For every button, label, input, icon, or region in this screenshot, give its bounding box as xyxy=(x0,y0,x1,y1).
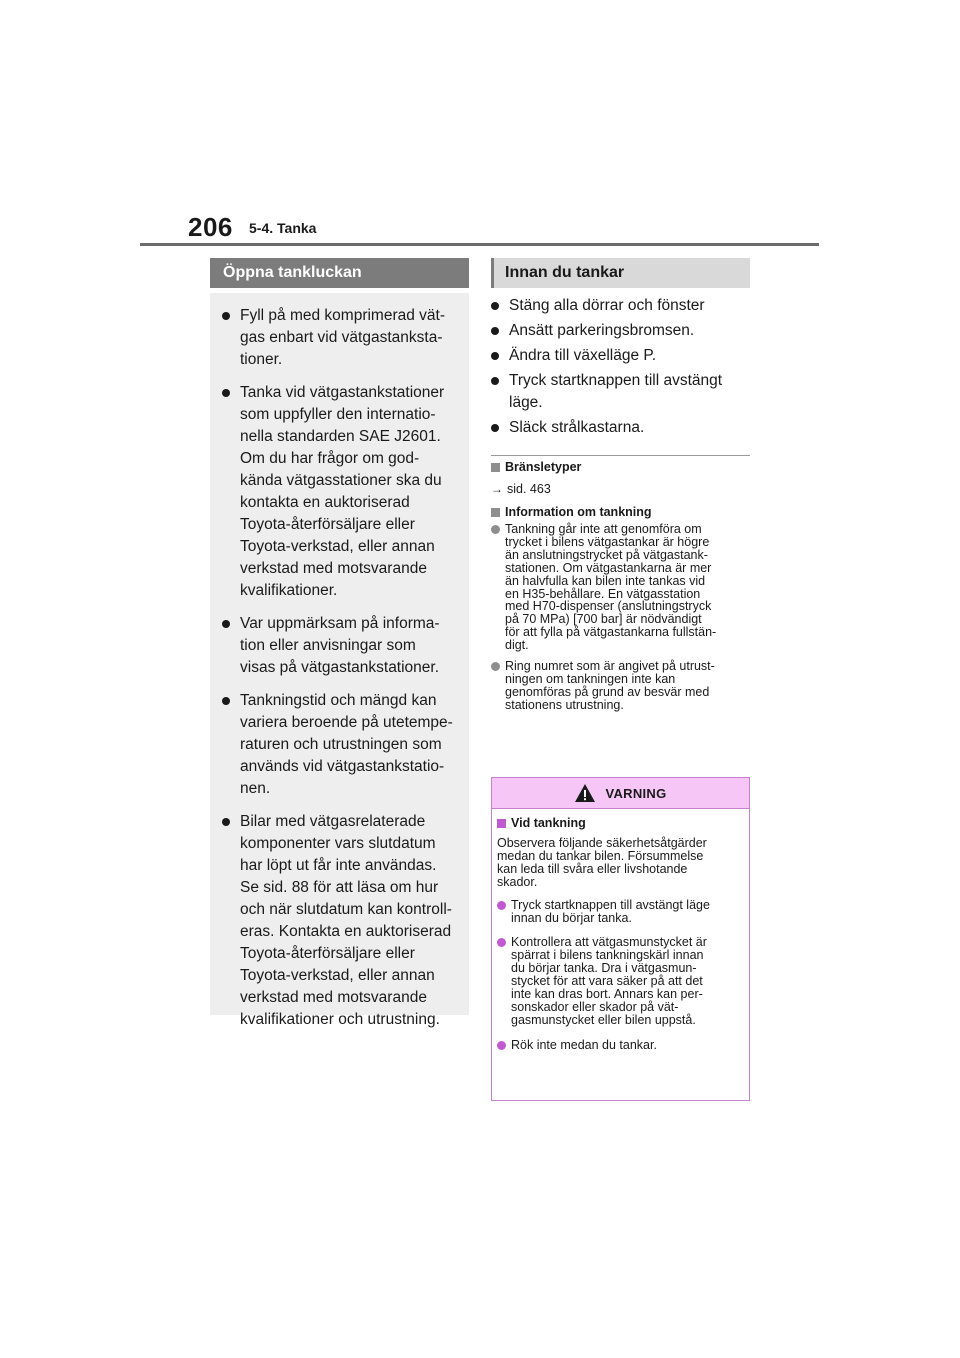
bullet-item xyxy=(222,382,459,602)
bullet-dot-icon xyxy=(491,377,499,385)
circle-marker-icon xyxy=(497,938,506,947)
header-rule xyxy=(140,243,819,246)
circle-marker-icon xyxy=(497,901,506,910)
bullet-item xyxy=(222,613,459,679)
note-text: Tryck startknappen till avstängt läge innan du börjar tanka. xyxy=(511,897,710,925)
fuel-types-reference xyxy=(491,481,751,497)
bullet-dot-icon xyxy=(222,818,230,826)
bullet-text: Tankningstid och mängd kan variera beroende på utetempe- raturen och utrustningen som används vid vätgastankstatio- nen. xyxy=(240,692,453,797)
note-item xyxy=(491,660,751,712)
bullet-dot-icon xyxy=(491,352,499,360)
bullet-dot-icon xyxy=(222,389,230,397)
bullet-dot-icon xyxy=(222,312,230,320)
note-item xyxy=(497,1039,743,1052)
bullet-text: Ändra till växelläge P. xyxy=(509,347,657,364)
bullet-item xyxy=(222,305,459,371)
note-item xyxy=(497,936,743,1026)
notes-section xyxy=(491,459,751,720)
right-bullet-list xyxy=(491,295,750,442)
section-title: 5-4. Tanka xyxy=(249,220,317,236)
warning-triangle-icon xyxy=(574,783,596,803)
note-text: Tankning går inte att genomföra om trycket i bilens vätgastankar är högre än anslutningstrycket på vätgastank- stationen. Om vätgastankarna är mer än halvfulla kan bilen inte tankas vid en H35-behållare. En vätgasstation med H70-dispenser (anslutningstryck på 70 MPa) [700 bar] är nödvändigt för att fylla på vätgastankarna fullstän- digt. xyxy=(505,522,717,653)
left-section-header: Öppna tankluckan xyxy=(210,258,469,288)
note-text: Kontrollera att vätgasmunstycket är spärrat i bilens tankningskärl innan du börjar tanka. Dra i vätgasmun- stycket för att vara säker på att det inte kan dras bort. Annars kan per- sonskador eller skador på vät- gasmunstycket eller bilen uppstå. xyxy=(511,935,707,1027)
left-section-box xyxy=(210,293,469,1028)
warning-title: VARNING xyxy=(605,785,667,801)
bullet-dot-icon xyxy=(222,697,230,705)
bullet-item xyxy=(491,320,750,342)
bullet-text: Bilar med vätgasrelaterade komponenter vars slutdatum har löpt ut får inte användas. Se sid. 88 för att läsa om hur och när slutdatum kan kontroll- eras. Kontakta en auktoriserad Toyota-återförsäljare eller Toyota-verkstad, eller annan verkstad med motsvarande kvalifikationer och utrustning. xyxy=(240,813,452,1028)
bullet-item xyxy=(222,690,459,800)
bullet-text: Stäng alla dörrar och fönster xyxy=(509,297,705,314)
warning-description: Observera följande säkerhetsåtgärder medan du tankar bilen. Försummelse kan leda till svåra eller livshotande skador. xyxy=(497,836,707,889)
bullet-dot-icon xyxy=(491,424,499,432)
bullet-dot-icon xyxy=(491,302,499,310)
arrow-right-icon: → xyxy=(491,482,503,496)
bullet-item xyxy=(491,345,750,367)
bullet-text: Tanka vid vätgastankstationer som uppfyller den internatio- nella standarden SAE J2601. Om du har frågor om god- kända vätgasstationer ska du kontakta en auktoriserad Toyota-återförsäljare eller Toyota-verkstad, eller annan verkstad med motsvarande kvalifikationer. xyxy=(240,384,445,599)
note-text: Rök inte medan du tankar. xyxy=(511,1037,657,1052)
page-number: 206 xyxy=(188,212,233,242)
divider xyxy=(491,455,750,456)
bullet-item xyxy=(222,811,459,1031)
bullet-dot-icon xyxy=(222,620,230,628)
warning-items xyxy=(497,899,743,1052)
warning-body xyxy=(492,809,749,1052)
square-marker-icon xyxy=(491,463,500,472)
circle-marker-icon xyxy=(491,662,500,671)
bullet-text: Fyll på med komprimerad vät- gas enbart vid vätgastanksta- tioner. xyxy=(240,307,446,368)
info-items xyxy=(491,523,751,712)
square-marker-icon xyxy=(497,819,506,828)
note-item xyxy=(497,899,743,925)
info-heading: Information om tankning xyxy=(491,504,751,520)
circle-marker-icon xyxy=(491,525,500,534)
bullet-item xyxy=(491,370,750,414)
bullet-text: Var uppmärksam på informa- tion eller anvisningar som visas på vätgastankstationer. xyxy=(240,615,440,676)
bullet-item xyxy=(491,295,750,317)
warning-header xyxy=(492,778,749,809)
warning-box xyxy=(491,777,750,1101)
note-item xyxy=(491,523,751,652)
bullet-dot-icon xyxy=(491,327,499,335)
left-bullet-list xyxy=(222,305,459,1031)
right-section-header: Innan du tankar xyxy=(491,258,750,288)
bullet-text: Tryck startknappen till avstängt läge. xyxy=(509,372,723,411)
bullet-text: Ansätt parkeringsbromsen. xyxy=(509,322,695,339)
page-reference-link[interactable]: sid. 463 xyxy=(507,482,551,496)
warning-heading: Vid tankning xyxy=(497,815,743,831)
circle-marker-icon xyxy=(497,1041,506,1050)
bullet-text: Släck strålkastarna. xyxy=(509,419,645,436)
note-text: Ring numret som är angivet på utrust- ningen om tankningen inte kan genomföras på grund av besvär med stationens utrustning. xyxy=(505,659,715,712)
bullet-item xyxy=(491,417,750,439)
fuel-types-heading: Bränsletyper xyxy=(491,459,751,475)
square-marker-icon xyxy=(491,508,500,517)
